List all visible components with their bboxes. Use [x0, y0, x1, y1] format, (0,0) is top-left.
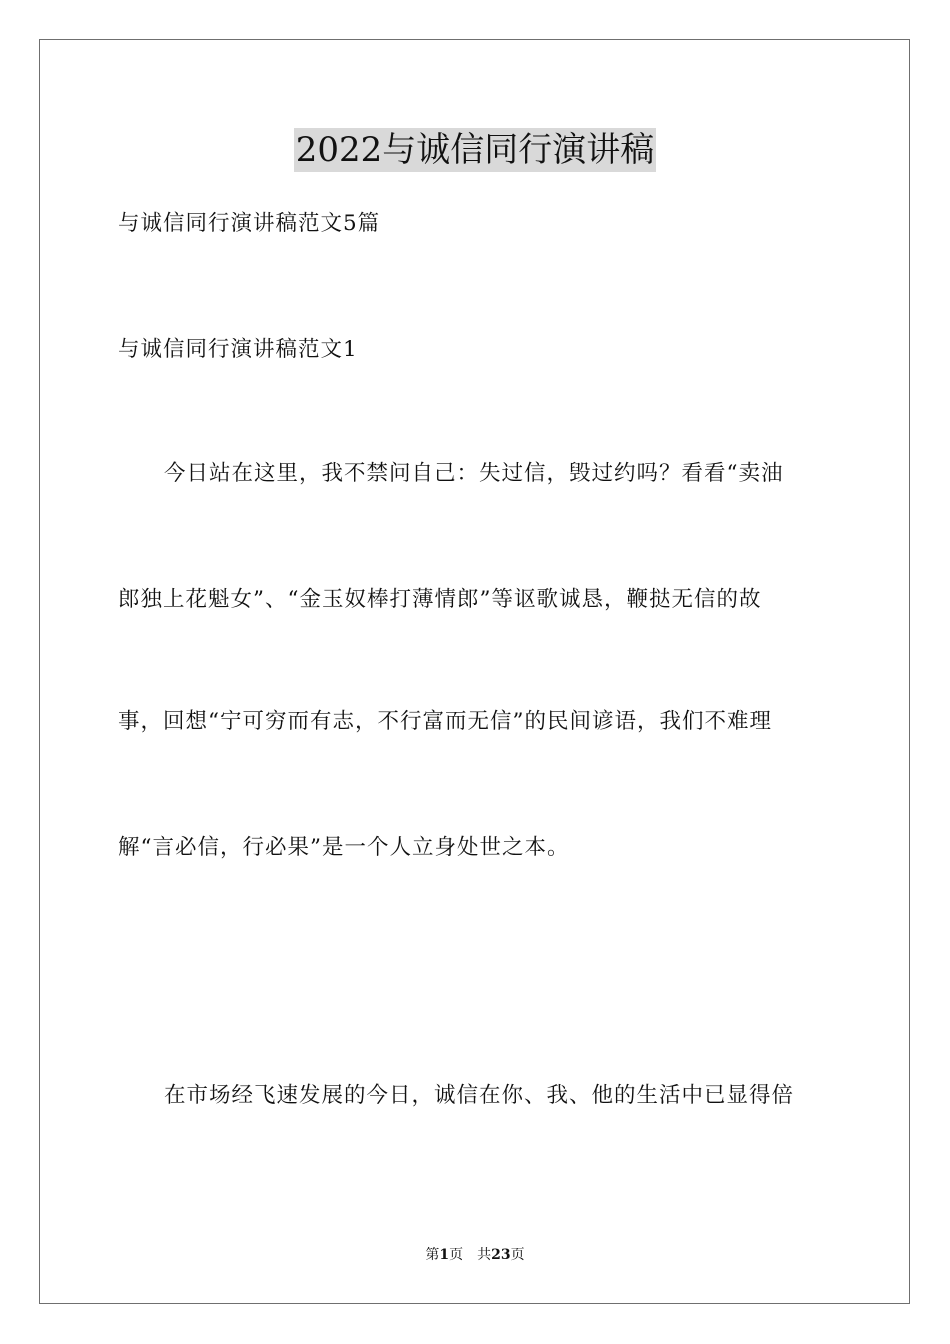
- paragraph-line: 在市场经飞速发展的今日，诚信在你、我、他的生活中已显得倍: [164, 1083, 795, 1108]
- paragraph-line: 解“言必信，行必果”是一个人立身处世之本。: [118, 835, 570, 860]
- page-footer: [0, 1246, 950, 1264]
- document-title: 2022与诚信同行演讲稿: [295, 130, 655, 170]
- section-heading: 与诚信同行演讲稿范文1: [118, 337, 358, 362]
- paragraph-line: 今日站在这里，我不禁问自己：失过信，毁过约吗？看看“卖油: [164, 461, 784, 486]
- paragraph-line: 事，回想“宁可穷而有志，不行富而无信”的民间谚语，我们不难理: [118, 709, 772, 734]
- paragraph-line: 郎独上花魁女”、“金玉奴棒打薄情郎”等讴歌诚恳，鞭挞无信的故: [118, 587, 762, 612]
- footer-mid: 页 共: [449, 1247, 492, 1263]
- document-subtitle: 与诚信同行演讲稿范文5篇: [118, 211, 381, 236]
- footer-prefix: 第: [425, 1247, 440, 1263]
- total-page-count: 23: [491, 1247, 511, 1263]
- document-title-container: [0, 128, 950, 172]
- footer-suffix: 页: [510, 1247, 525, 1263]
- current-page-number: 1: [439, 1247, 450, 1263]
